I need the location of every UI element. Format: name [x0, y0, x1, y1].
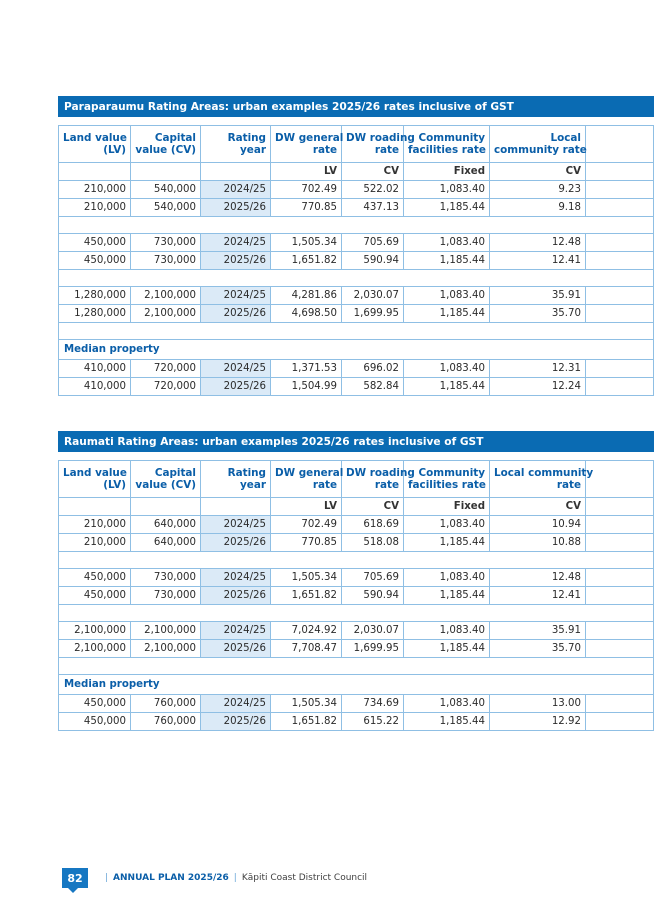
table-cell: 2,030.07 [342, 287, 404, 305]
raumati-rates-table [58, 431, 654, 731]
column-header [342, 126, 415, 163]
header-line: Community [418, 467, 485, 479]
column-header [586, 461, 654, 498]
column-header [342, 461, 415, 498]
table-cell: 1,185.44 [404, 587, 490, 605]
table-cell: 730,000 [131, 587, 201, 605]
table-row [59, 534, 654, 552]
unit-cell: CV [342, 163, 404, 181]
table-cell: 582.84 [342, 378, 404, 396]
header-line: rate [312, 144, 337, 156]
table-cell [586, 534, 654, 552]
table-cell: 1,505.34 [271, 695, 342, 713]
table-cell: 1,651.82 [271, 252, 342, 270]
table-row [59, 181, 654, 199]
plan-title: ANNUAL PLAN 2025/26 [113, 873, 229, 883]
table-cell: 760,000 [131, 713, 201, 731]
column-header [271, 461, 342, 498]
header-line: DW general [275, 467, 344, 479]
table-cell: 720,000 [131, 360, 201, 378]
table-cell: 7,708.47 [271, 640, 342, 658]
table-cell: 9.18 [490, 199, 586, 217]
table-cell: 1,083.40 [404, 569, 490, 587]
table-cell: 1,083.40 [404, 181, 490, 199]
group-label: Median property [59, 675, 654, 695]
empty-row [59, 323, 654, 340]
header-line: community rate [494, 144, 587, 156]
table-cell: 2,100,000 [59, 622, 131, 640]
group-label-row [59, 675, 654, 695]
spacer-row [59, 117, 654, 126]
table-cell: 210,000 [59, 534, 131, 552]
table-cell: 210,000 [59, 181, 131, 199]
table-row [59, 516, 654, 534]
column-header [59, 461, 131, 498]
table-cell: 7,024.92 [271, 622, 342, 640]
table-cell [586, 252, 654, 270]
table-cell: 450,000 [59, 587, 131, 605]
table-title: Paraparaumu Rating Areas: urban examples 2025/26 rates inclusive of GST [59, 97, 654, 117]
column-header [404, 461, 490, 498]
table-cell: 1,083.40 [404, 360, 490, 378]
table-cell: 2025/26 [201, 378, 271, 396]
table-cell: 1,699.95 [342, 305, 404, 323]
table-cell: 705.69 [342, 569, 404, 587]
table-cell [586, 378, 654, 396]
table-cell: 2024/25 [201, 569, 271, 587]
table-cell: 590.94 [342, 252, 404, 270]
table-cell: 2024/25 [201, 516, 271, 534]
table-cell: 12.41 [490, 252, 586, 270]
table-cell [586, 622, 654, 640]
table-cell [586, 569, 654, 587]
unit-cell [201, 163, 271, 181]
table-cell: 1,083.40 [404, 516, 490, 534]
table-row [59, 360, 654, 378]
table-cell: 2024/25 [201, 622, 271, 640]
empty-cell [59, 270, 654, 287]
unit-cell: CV [490, 498, 586, 516]
footer-text [100, 873, 367, 883]
table-cell: 35.91 [490, 287, 586, 305]
table-cell: 760,000 [131, 695, 201, 713]
table-title-row [59, 97, 654, 117]
header-line: DW general [275, 132, 344, 144]
table-cell: 9.23 [490, 181, 586, 199]
table-cell: 437.13 [342, 199, 404, 217]
header-line: DW roading [346, 132, 415, 144]
header-line: value (CV) [135, 479, 196, 491]
table-cell: 35.91 [490, 622, 586, 640]
table-row [59, 287, 654, 305]
unit-row [59, 163, 654, 181]
header-line: Rating [227, 132, 266, 144]
table-cell: 4,698.50 [271, 305, 342, 323]
table-cell: 2025/26 [201, 199, 271, 217]
column-header [490, 461, 594, 498]
table-cell: 2024/25 [201, 695, 271, 713]
table-cell: 2025/26 [201, 252, 271, 270]
footer-separator: | [233, 873, 237, 883]
table-row [59, 378, 654, 396]
table-cell: 1,651.82 [271, 587, 342, 605]
unit-cell [131, 163, 201, 181]
council-name: Kāpiti Coast District Council [241, 873, 368, 883]
table-cell: 10.94 [490, 516, 586, 534]
table-cell [586, 305, 654, 323]
table-cell: 2025/26 [201, 640, 271, 658]
table-cell: 35.70 [490, 305, 586, 323]
unit-cell [131, 498, 201, 516]
header-line: (LV) [103, 144, 126, 156]
table-cell: 2,100,000 [131, 622, 201, 640]
header-line: year [240, 479, 266, 491]
empty-cell [59, 217, 654, 234]
table-cell: 1,083.40 [404, 695, 490, 713]
header-line: rate [556, 479, 581, 491]
table-row [59, 569, 654, 587]
unit-cell: CV [342, 498, 404, 516]
table-cell: 518.08 [342, 534, 404, 552]
table-cell: 1,504.99 [271, 378, 342, 396]
header-line: rate [374, 144, 399, 156]
unit-row [59, 498, 654, 516]
table-cell: 734.69 [342, 695, 404, 713]
table-cell: 1,185.44 [404, 640, 490, 658]
table-cell [586, 234, 654, 252]
table-cell: 2,030.07 [342, 622, 404, 640]
table-cell: 210,000 [59, 516, 131, 534]
table-row [59, 199, 654, 217]
header-line: Land value [63, 132, 127, 144]
column-header-row [59, 461, 654, 498]
unit-cell: CV [490, 163, 586, 181]
column-header [131, 461, 201, 498]
table-cell: 1,185.44 [404, 713, 490, 731]
table-cell: 770.85 [271, 534, 342, 552]
table-row [59, 640, 654, 658]
header-line: Land value [63, 467, 127, 479]
header-line: Community [418, 132, 485, 144]
table-cell: 2025/26 [201, 713, 271, 731]
table-cell: 720,000 [131, 378, 201, 396]
table-cell: 1,083.40 [404, 287, 490, 305]
table-cell: 1,505.34 [271, 569, 342, 587]
unit-cell: Fixed [404, 163, 490, 181]
page-footer [62, 868, 367, 888]
table-cell: 590.94 [342, 587, 404, 605]
table-cell: 1,185.44 [404, 378, 490, 396]
column-header [271, 126, 342, 163]
table-row [59, 713, 654, 731]
table-cell: 10.88 [490, 534, 586, 552]
table-cell: 615.22 [342, 713, 404, 731]
table-cell: 12.31 [490, 360, 586, 378]
unit-cell: LV [271, 163, 342, 181]
table-cell: 1,185.44 [404, 305, 490, 323]
column-header-row [59, 126, 654, 163]
header-line: Rating [227, 467, 266, 479]
table-cell: 2,100,000 [59, 640, 131, 658]
table-cell: 1,699.95 [342, 640, 404, 658]
table-cell: 12.48 [490, 234, 586, 252]
spacer-cell [59, 117, 654, 126]
table-cell: 1,371.53 [271, 360, 342, 378]
table-cell: 450,000 [59, 234, 131, 252]
header-line: facilities rate [408, 144, 486, 156]
paraparaumu-rates-table [58, 96, 654, 396]
table-cell: 730,000 [131, 234, 201, 252]
table-cell: 2024/25 [201, 287, 271, 305]
empty-row [59, 658, 654, 675]
table-cell [586, 360, 654, 378]
table-cell: 450,000 [59, 695, 131, 713]
table-cell: 1,651.82 [271, 713, 342, 731]
table-cell: 13.00 [490, 695, 586, 713]
unit-cell: LV [271, 498, 342, 516]
table-cell: 2025/26 [201, 587, 271, 605]
table-cell: 1,083.40 [404, 234, 490, 252]
header-line: Local community [494, 467, 594, 479]
header-line: value (CV) [135, 144, 196, 156]
header-line: year [240, 144, 266, 156]
table-cell [586, 516, 654, 534]
table-cell: 2024/25 [201, 181, 271, 199]
column-header [131, 126, 201, 163]
table-cell: 12.48 [490, 569, 586, 587]
table-cell: 12.92 [490, 713, 586, 731]
column-header [490, 126, 586, 163]
group-label-row [59, 340, 654, 360]
header-line: Capital [154, 132, 196, 144]
table-cell: 1,185.44 [404, 199, 490, 217]
table-title-row [59, 432, 654, 452]
unit-cell [59, 498, 131, 516]
empty-cell [59, 658, 654, 675]
table-cell: 450,000 [59, 713, 131, 731]
empty-row [59, 605, 654, 622]
header-line: DW roading [346, 467, 415, 479]
table-cell: 2,100,000 [131, 305, 201, 323]
table-cell: 410,000 [59, 378, 131, 396]
table-row [59, 622, 654, 640]
header-line: rate [374, 479, 399, 491]
table-cell: 705.69 [342, 234, 404, 252]
table-cell: 618.69 [342, 516, 404, 534]
group-label: Median property [59, 340, 654, 360]
table-cell: 2,100,000 [131, 640, 201, 658]
column-header [59, 126, 131, 163]
column-header [201, 461, 271, 498]
table-cell: 696.02 [342, 360, 404, 378]
table-cell [586, 713, 654, 731]
header-line: rate [312, 479, 337, 491]
table-cell: 640,000 [131, 534, 201, 552]
empty-row [59, 270, 654, 287]
table-cell: 1,280,000 [59, 287, 131, 305]
table-cell: 2025/26 [201, 305, 271, 323]
table-cell: 522.02 [342, 181, 404, 199]
table-row [59, 252, 654, 270]
table-cell: 770.85 [271, 199, 342, 217]
table-cell: 1,185.44 [404, 534, 490, 552]
page-number-badge: 82 [62, 868, 88, 888]
table-cell: 702.49 [271, 181, 342, 199]
empty-cell [59, 552, 654, 569]
spacer-row [59, 452, 654, 461]
table-cell: 1,083.40 [404, 622, 490, 640]
column-header [586, 126, 654, 163]
unit-cell [201, 498, 271, 516]
header-line: Local [550, 132, 581, 144]
table-row [59, 234, 654, 252]
unit-cell [586, 498, 654, 516]
table-cell: 410,000 [59, 360, 131, 378]
unit-cell [586, 163, 654, 181]
header-line: facilities rate [408, 479, 486, 491]
table-cell: 640,000 [131, 516, 201, 534]
column-header [404, 126, 490, 163]
table-cell: 1,280,000 [59, 305, 131, 323]
table-cell [586, 695, 654, 713]
table-cell [586, 287, 654, 305]
table-cell: 12.41 [490, 587, 586, 605]
table-cell: 2025/26 [201, 534, 271, 552]
empty-cell [59, 323, 654, 340]
table-cell: 4,281.86 [271, 287, 342, 305]
unit-cell [59, 163, 131, 181]
table-cell: 2024/25 [201, 360, 271, 378]
footer-separator: | [105, 873, 109, 883]
header-line: (LV) [103, 479, 126, 491]
empty-row [59, 552, 654, 569]
table-title: Raumati Rating Areas: urban examples 2025/26 rates inclusive of GST [59, 432, 654, 452]
table-row [59, 587, 654, 605]
table-row [59, 695, 654, 713]
table-cell [586, 181, 654, 199]
table-cell: 210,000 [59, 199, 131, 217]
table-cell: 702.49 [271, 516, 342, 534]
table-cell: 35.70 [490, 640, 586, 658]
table-row [59, 305, 654, 323]
unit-cell: Fixed [404, 498, 490, 516]
table-cell: 540,000 [131, 199, 201, 217]
empty-cell [59, 605, 654, 622]
spacer-cell [59, 452, 654, 461]
table-cell: 450,000 [59, 569, 131, 587]
table-cell [586, 199, 654, 217]
table-cell: 12.24 [490, 378, 586, 396]
header-line: Capital [154, 467, 196, 479]
table-cell: 1,185.44 [404, 252, 490, 270]
table-cell [586, 640, 654, 658]
table-cell: 2,100,000 [131, 287, 201, 305]
table-cell: 2024/25 [201, 234, 271, 252]
empty-row [59, 217, 654, 234]
table-cell: 450,000 [59, 252, 131, 270]
table-cell: 730,000 [131, 569, 201, 587]
column-header [201, 126, 271, 163]
table-cell: 730,000 [131, 252, 201, 270]
table-cell: 540,000 [131, 181, 201, 199]
table-cell: 1,505.34 [271, 234, 342, 252]
table-cell [586, 587, 654, 605]
